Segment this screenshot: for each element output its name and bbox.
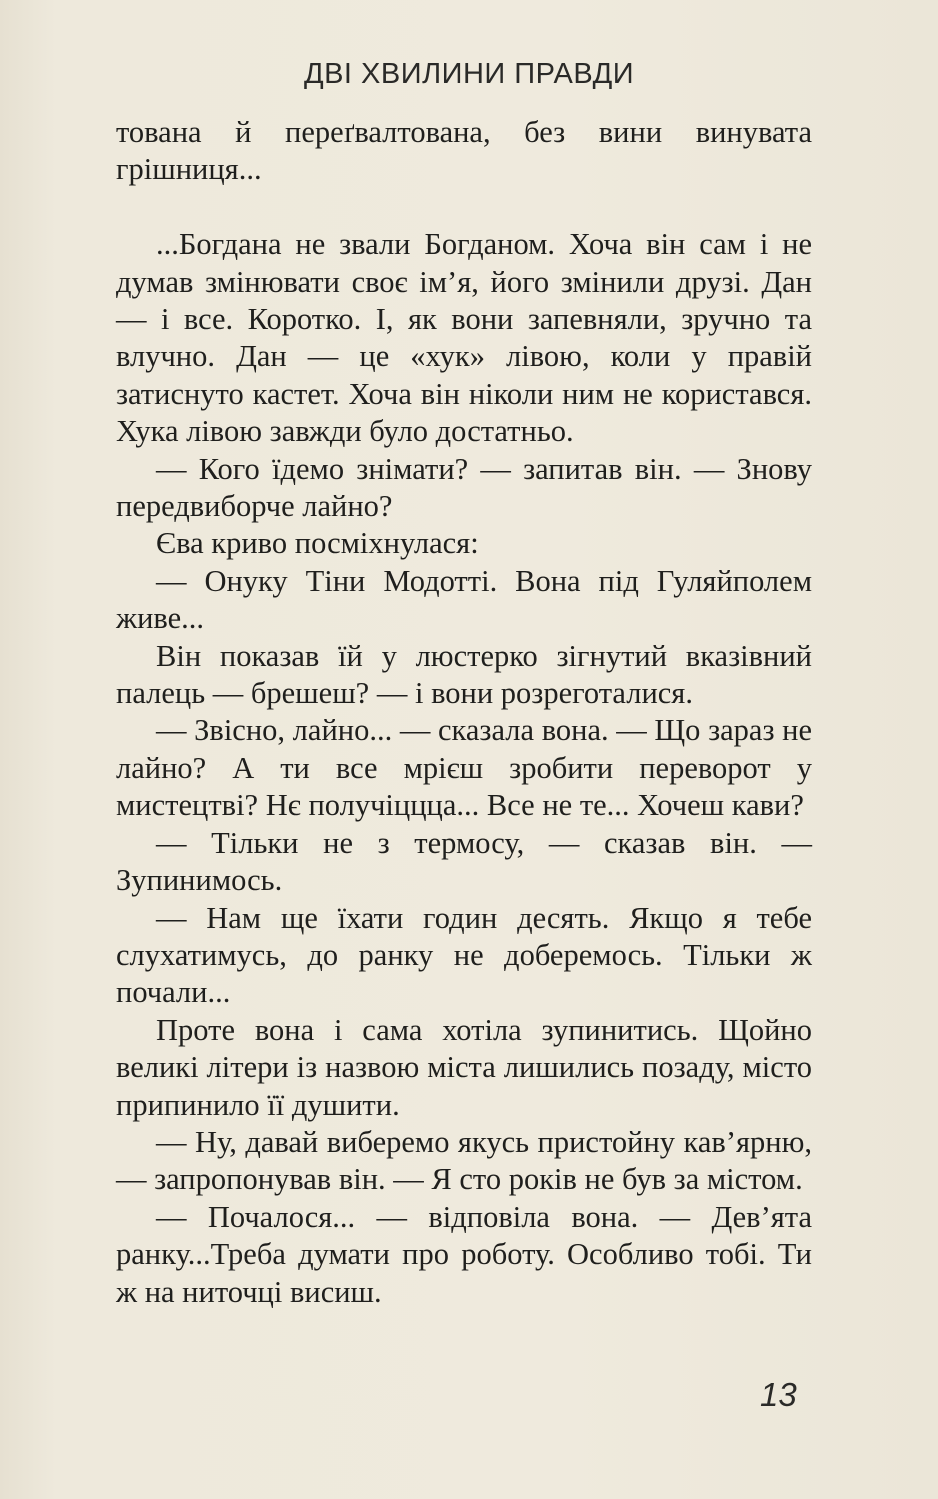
paragraph: ...Богдана не звали Богданом. Хоча він сам і не думав змінювати своє ім’я, його змінили друзі. Дан — і все. Коротко. І, як вони запевняли, зручно та влучно. Дан — це «хук» лівою, коли у правій затиснуто кастет. Хоча він ніколи ним не користався. Хука лівою завжди було достатньо. (116, 227, 812, 449)
page-number: 13 (760, 1376, 797, 1413)
paragraph: Єва криво посміхнулася: (156, 526, 479, 561)
running-title: ДВІ ХВИЛИНИ ПРАВДИ (303, 58, 635, 90)
paragraph: Він показав їй у люстерко зігнутий вказівний палець — брешеш? — і вони розреготалися. (116, 638, 812, 711)
paragraph: — Кого їдемо знімати? — запитав він. — Знову передвиборче лайно? (116, 451, 812, 524)
paragraph-continued: тована й переґвалтована, без вини винувата грішниця... (116, 115, 812, 187)
paragraph: Проте вона і сама хотіла зупинитись. Щойно великі літери із назвою міста лишились позаду, місто припинило її душити. (116, 1012, 812, 1122)
paragraph: — Онуку Тіни Модотті. Вона під Гуляйполем живе... (116, 563, 812, 636)
paragraph: — Ну, давай виберемо якусь пристойну кав’ярню, — запропонував він. — Я сто років не був за містом. (116, 1124, 812, 1197)
paragraph: — Нам ще їхати годин десять. Якщо я тебе слухатимусь, до ранку не доберемось. Тільки ж почали... (116, 900, 812, 1010)
paragraph: — Тільки не з термосу, — сказав він. — Зупинимось. (116, 825, 812, 898)
paragraph: — Почалося... — відповіла вона. — Дев’ята ранку...Треба думати про роботу. Особливо тобі. Ти ж на ниточці висиш. (116, 1199, 812, 1309)
paragraph: — Звісно, лайно... — сказала вона. — Що зараз не лайно? А ти все мрієш зробити переворот у мистецтві? Нє получіццца... Все не те... Хочеш кави? (116, 713, 812, 823)
body-text (116, 114, 812, 1311)
